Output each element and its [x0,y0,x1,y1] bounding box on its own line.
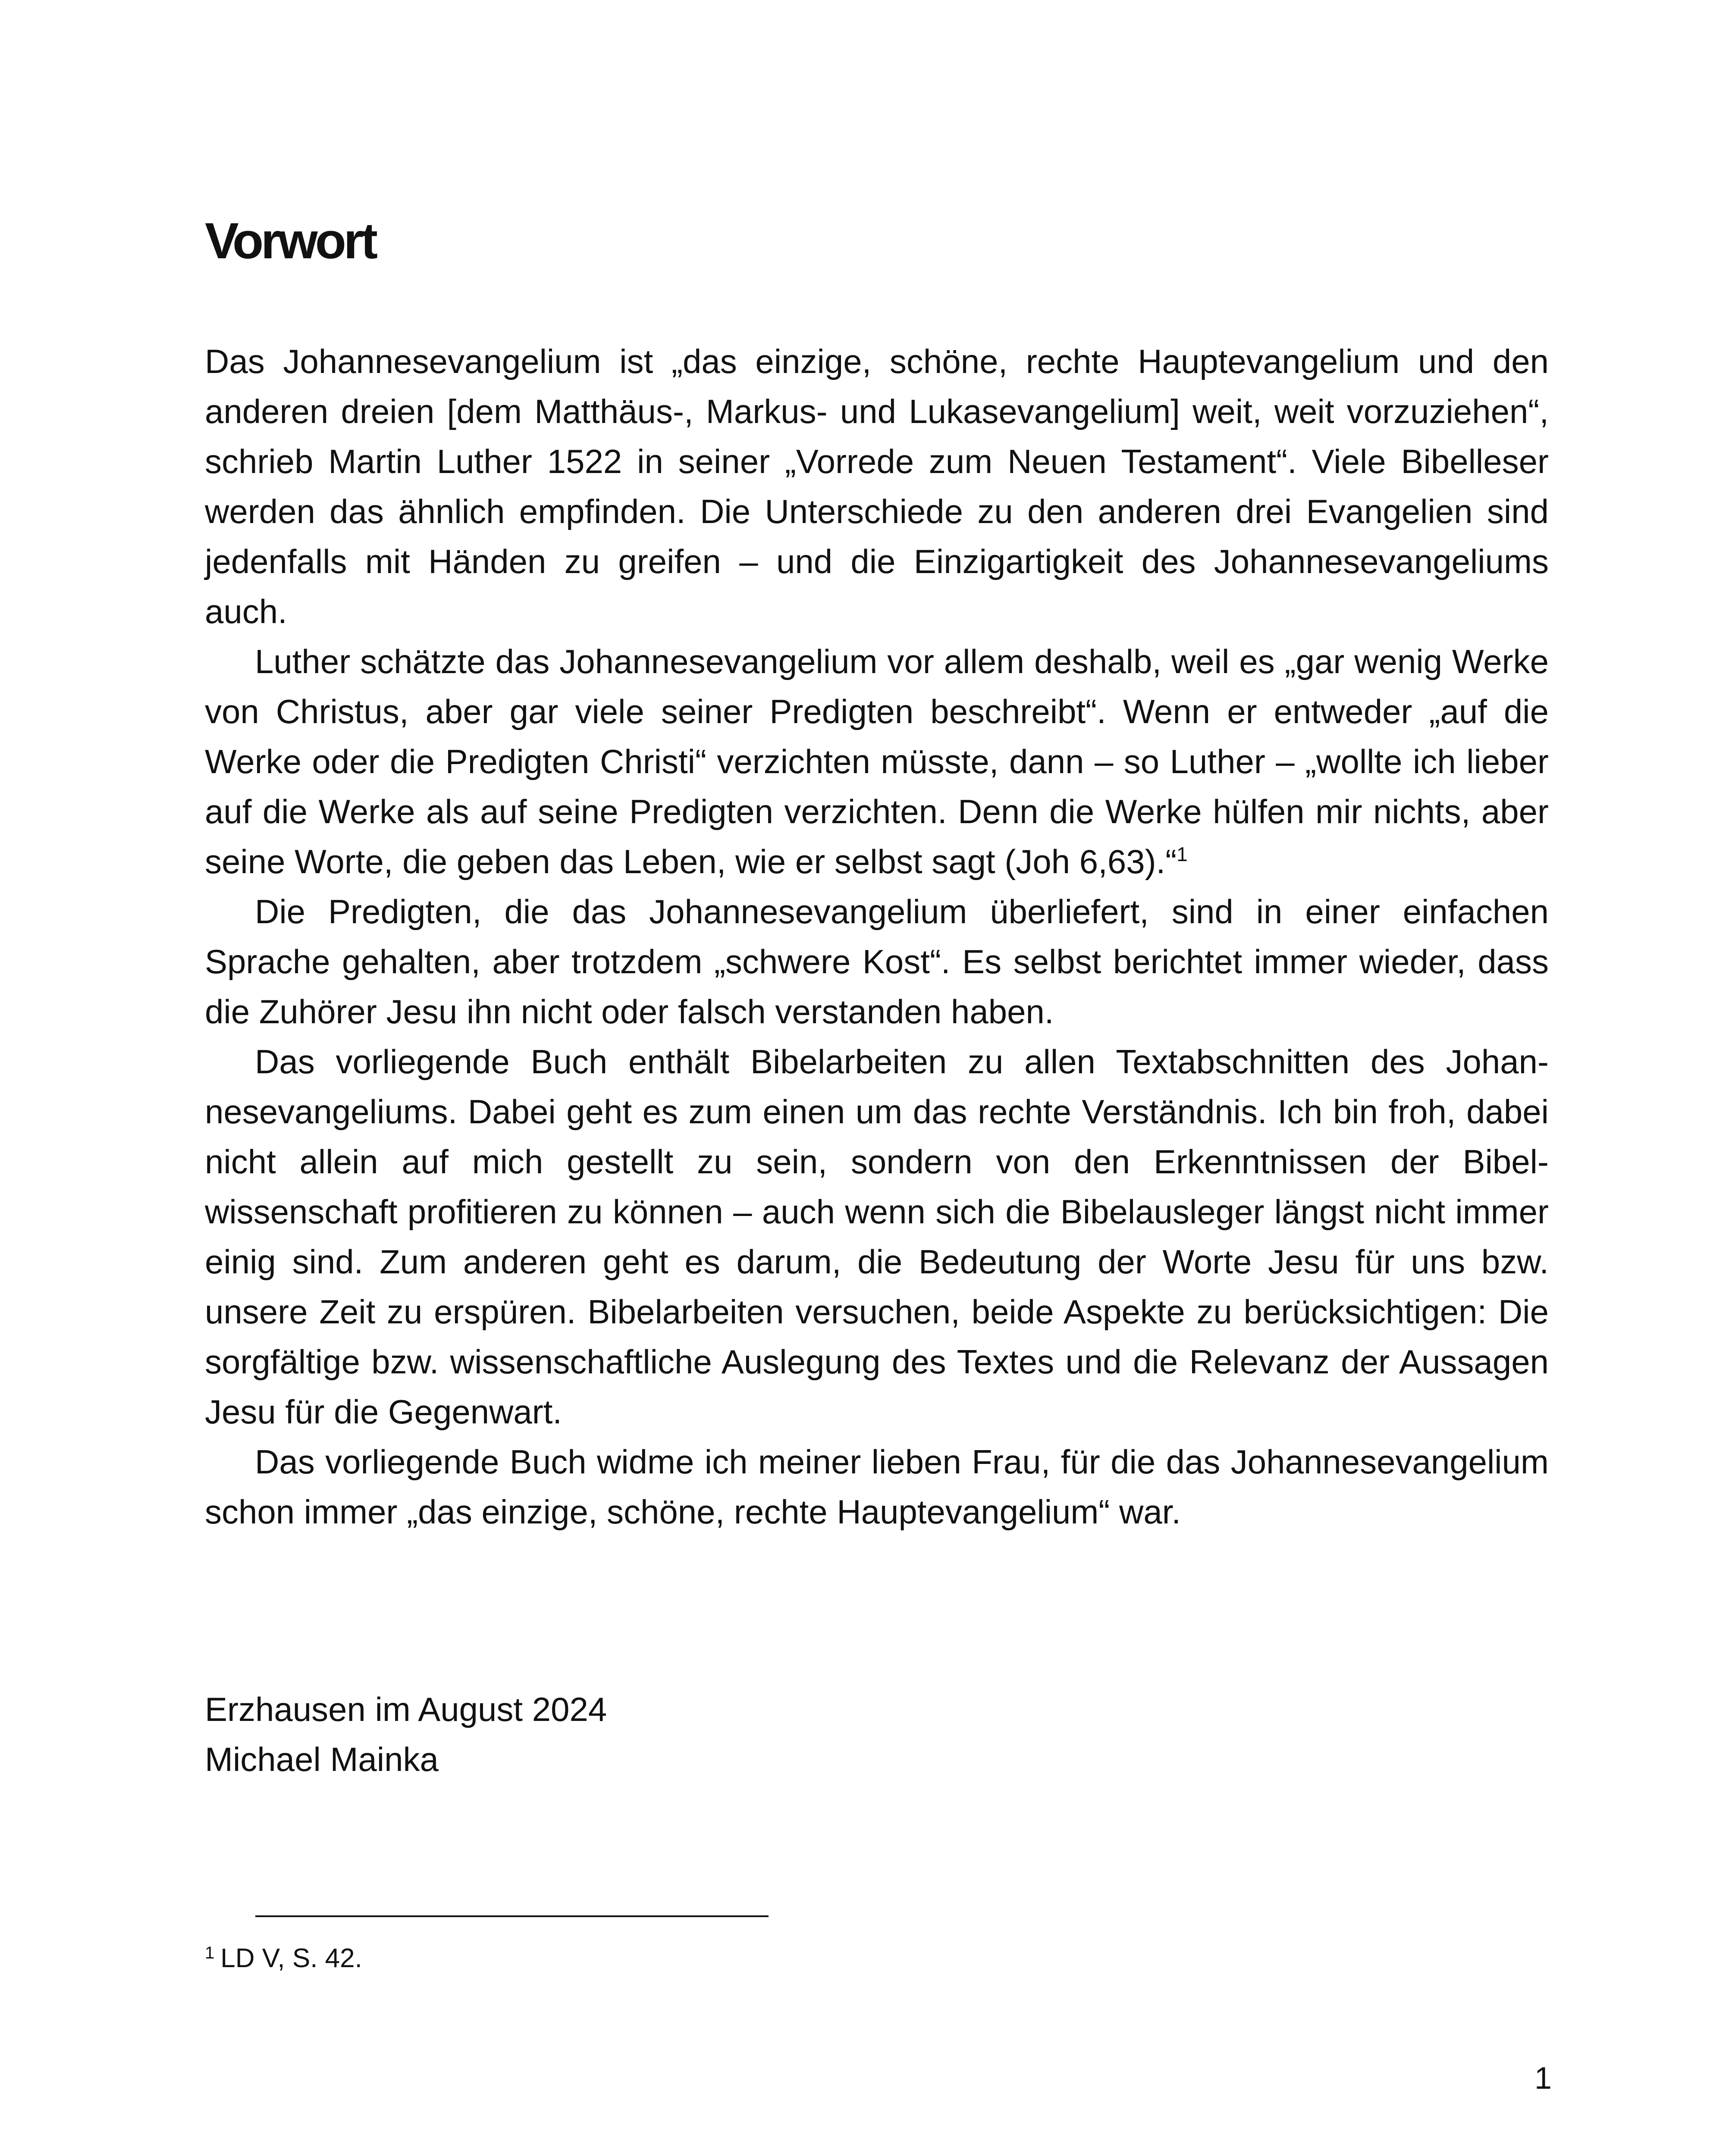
paragraph-1 [205,336,1549,636]
paragraph-5-text: Das vorliegende Buch widme ich meiner lieben Frau, für die das Johannesevangelium schon immer „das einzige, schöne, rechte Hauptevangelium“ war. [205,1443,1549,1531]
paragraph-1-text: Das Johannesevangelium ist „das einzige, schöne, rechte Hauptevangelium und den anderen dreien [dem Matthäus-, Markus- und Lukasevangelium] weit, weit vorzuziehen“, schrieb Martin Luther 1522 in seiner „Vorrede zum Neuen Testament“. Viele Bibelleser werden das ähnlich empfinden. Die Unterschiede zu den anderen drei Evangelien sind jedenfalls mit Händen zu greifen – und die Einzigartigkeit des Johannesevangeliums auch. [205,342,1549,630]
author-name: Michael Mainka [205,1740,439,1778]
footnote-text: LD V, S. 42. [220,1943,362,1973]
paragraph-3 [205,887,1549,1037]
body-text [205,336,1549,1537]
page-title: Vorwort [205,213,376,270]
closing-signature [205,1684,607,1784]
footnote [205,1941,362,1976]
paragraph-4 [205,1037,1549,1437]
footnote-separator [255,1915,769,1917]
paragraph-2-text: Luther schätzte das Johannesevangelium vor allem deshalb, weil es „gar wenig Werke von Christus, aber gar viele seiner Predigten beschreibt“. Wenn er entweder „auf die Werke oder die Predigten Christi“ verzichten müsste, dann – so Luther – „wollte ich lieber auf die Werke als auf seine Predigten verzichten. Denn die Werke hülfen mir nichts, aber seine Worte, die geben das Leben, wie er selbst sagt (Joh 6,63).“ [205,642,1549,881]
footnote-mark: 1 [205,1943,215,1962]
paragraph-4-text: Das vorliegende Buch enthält Bibelarbeiten zu allen Textabschnitten des Johannesevangeliums. Dabei geht es zum einen um das rechte Verständnis. Ich bin froh, dabei nicht allein auf mich gestellt zu sein, sondern von den Erkenntnissen der Bibelwissenschaft profitieren zu können – auch wenn sich die Bibelausleger längst nicht immer einig sind. Zum anderen geht es darum, die Bedeutung der Worte Jesu für uns bzw. unsere Zeit zu erspüren. Bibelarbeiten versuchen, beide Aspekte zu berücksichtigen: Die sorgfältige bzw. wissenschaftliche Auslegung des Textes und die Relevanz der Aussagen Jesu für die Gegenwart. [205,1043,1549,1431]
place-and-date: Erzhausen im August 2024 [205,1690,607,1728]
paragraph-2 [205,636,1549,887]
page-number: 1 [1534,2061,1552,2096]
paragraph-5 [205,1437,1549,1537]
footnote-reference[interactable]: 1 [1177,843,1188,865]
paragraph-3-text: Die Predigten, die das Johannesevangelium überliefert, sind in einer einfachen Sprache gehalten, aber trotzdem „schwere Kost“. Es selbst berichtet immer wieder, dass die Zuhörer Jesu ihn nicht oder falsch verstanden haben. [205,893,1549,1031]
